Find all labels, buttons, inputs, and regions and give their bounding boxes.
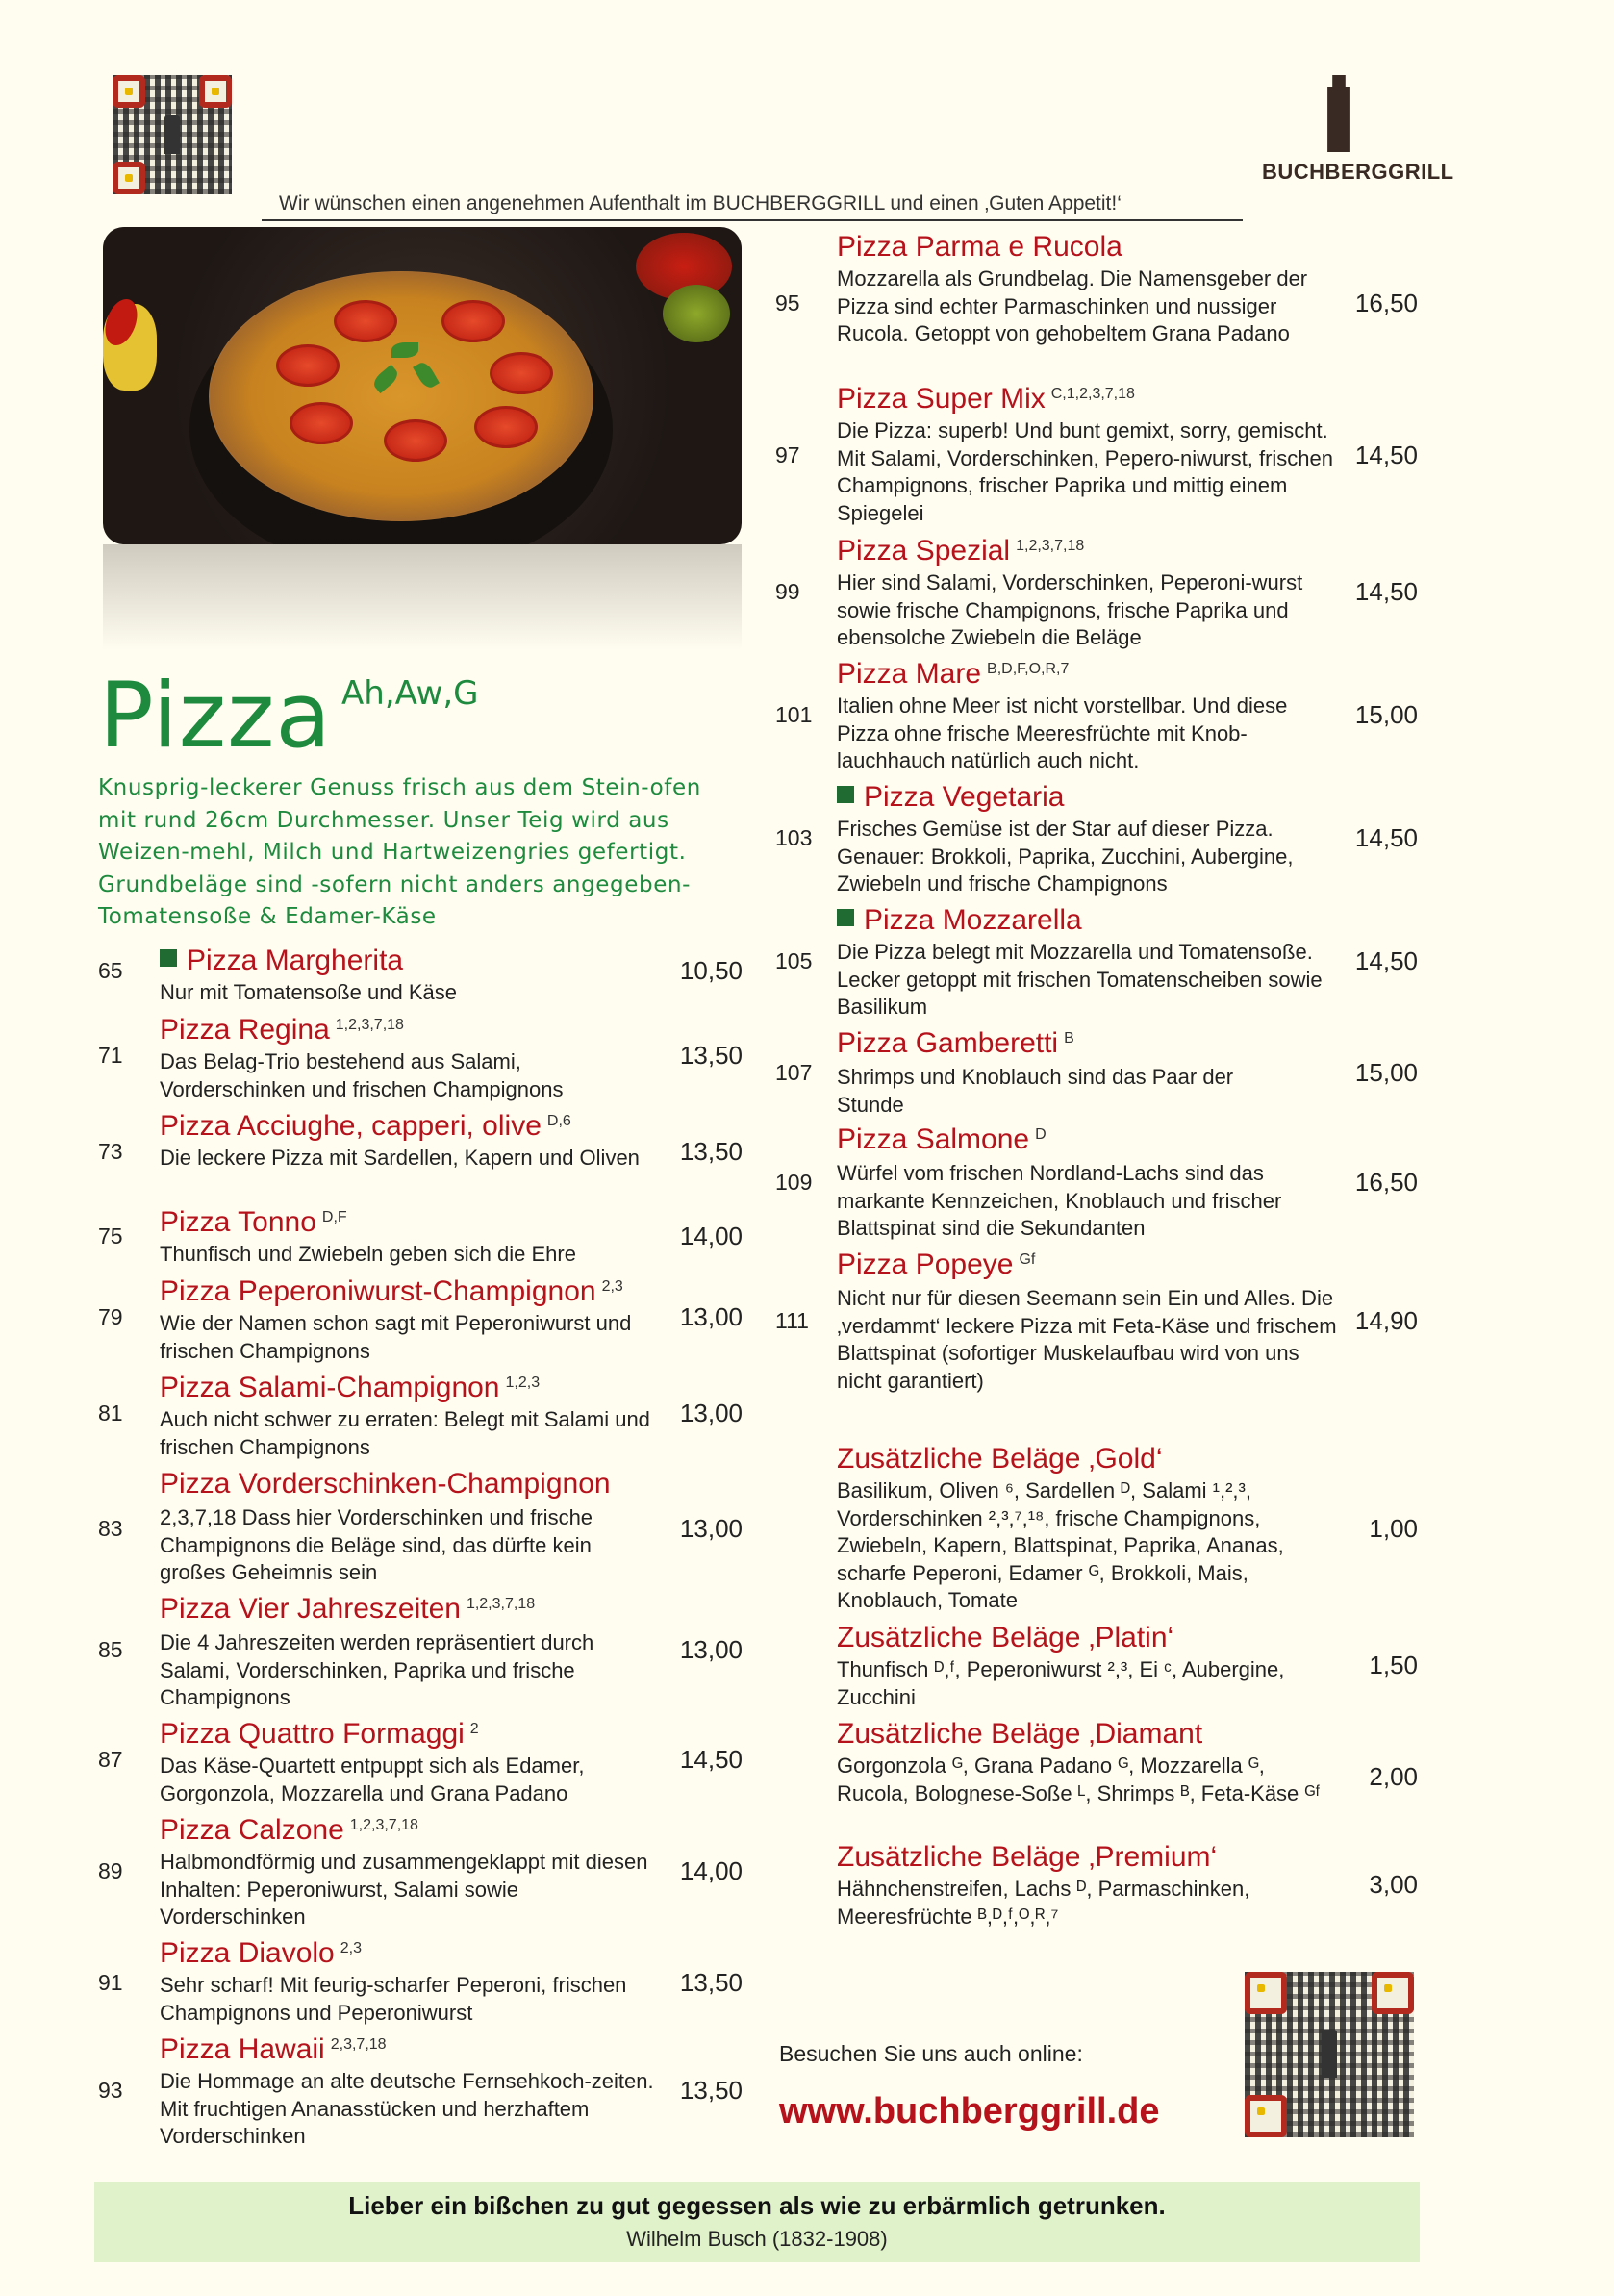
item-name: Pizza Calzone $^{1,2,3,7,18}$ <box>160 1814 418 1846</box>
item-name: Pizza Margherita <box>160 945 403 977</box>
section-intro: Knusprig-leckerer Genuss frisch aus dem Stein-ofen mit rund 26cm Durchmesser. Unser Teig wird aus Weizen-mehl, Milch und Hartweizengries gefertigt. Grundbeläge sind -sofern nicht anders angegeben- Tomatensoße & Edamer-Käse <box>98 775 701 929</box>
qr-corner-icon <box>1245 2095 1287 2137</box>
item-description: Thunfisch und Zwiebeln geben sich die Ehre <box>160 1242 576 1266</box>
item-number: 109 <box>775 1170 813 1195</box>
item-name: Pizza Peperoniwurst-Champignon $^{2,3}$ <box>160 1275 623 1307</box>
item-allergens: B,D,F,O,R,7 <box>987 661 1070 677</box>
item-description: Nur mit Tomatensoße und Käse <box>160 980 457 1004</box>
qr-code-top[interactable] <box>113 75 232 194</box>
item-number: 65 <box>98 958 123 983</box>
item-name: Pizza Super Mix $^{C,1,2,3,7,18}$ <box>837 383 1135 415</box>
item-number: 105 <box>775 948 813 973</box>
item-description: Frisches Gemüse ist der Star auf dieser Pizza. Genauer: Brokkoli, Paprika, Zucchini, Aubergine, Zwiebeln und frische Champignons <box>837 817 1294 896</box>
tower-icon <box>164 115 180 154</box>
item-allergens: D,F <box>321 1209 347 1225</box>
logo-text: BUCHBERGGRILL <box>1262 160 1454 184</box>
topping-description: Basilikum, Oliven ⁶, Sardellen ᴰ, Salami ¹,²,³, Vorderschinken ²,³,⁷,¹⁸, frische Champignons, Zwiebeln, Kapern, Blattspinat, Paprika, Ananas, scharfe Peperoni, Edamer ᴳ, Brokkoli, Mais, Knoblauch, Tomate <box>837 1478 1284 1612</box>
item-description: Mozzarella als Grundbelag. Die Namensgeber der Pizza sind echter Parmaschinken und nussiger Rucola. Getoppt von gehobeltem Grana Padano <box>837 266 1308 345</box>
qr-corner-icon <box>113 75 145 108</box>
topping-name: Zusätzliche Beläge ‚Premium‘ <box>837 1841 1218 1873</box>
qr-code-bottom[interactable] <box>1245 1972 1414 2137</box>
item-number: 97 <box>775 442 800 467</box>
item-price: 14,50 <box>1354 577 1418 606</box>
item-name: Pizza Acciughe, capperi, olive $^{D,6}$ <box>160 1110 571 1142</box>
item-number: 71 <box>98 1043 123 1068</box>
topping-description: Hähnchenstreifen, Lachs ᴰ, Parmaschinken, Meeresfrüchte ᴮ,ᴰ,ᶠ,ᴼ,ᴿ,⁷ <box>837 1877 1250 1929</box>
item-price: 13,50 <box>679 1137 743 1166</box>
footer-quote: Lieber ein bißchen zu gut gegessen als wie zu erbärmlich getrunken. <box>348 2191 1166 2220</box>
olive-bowl-icon <box>663 285 730 342</box>
item-description: 2,3,7,18 Dass hier Vorderschinken und frische Champignons die Beläge sind, das dürfte kein großes Geheimnis sein <box>160 1505 593 1584</box>
pizza-icon <box>209 271 593 521</box>
item-description: Das Käse-Quartett entpuppt sich als Edamer, Gorgonzola, Mozzarella und Grana Padano <box>160 1754 585 1805</box>
item-allergens: 2,3 <box>340 1940 362 1956</box>
tomato-icon <box>276 344 340 387</box>
tomato-icon <box>290 402 353 444</box>
item-number: 89 <box>98 1858 123 1883</box>
vegetarian-icon <box>837 909 854 926</box>
item-number: 75 <box>98 1224 123 1249</box>
item-name: Pizza Spezial $^{1,2,3,7,18}$ <box>837 535 1085 567</box>
item-number: 79 <box>98 1304 123 1329</box>
header-greeting <box>262 192 1243 221</box>
item-price: 14,00 <box>679 1222 743 1250</box>
item-price: 13,00 <box>679 1302 743 1331</box>
vegetarian-icon <box>160 949 177 967</box>
item-price: 15,00 <box>1354 700 1418 729</box>
item-price: 13,00 <box>679 1514 743 1543</box>
topping-name: Zusätzliche Beläge ‚Diamant <box>837 1718 1203 1750</box>
item-allergens: 1,2,3,7,18 <box>1016 538 1085 554</box>
item-name: Pizza Vier Jahreszeiten $^{1,2,3,7,18}$ <box>160 1593 536 1625</box>
item-description: Die leckere Pizza mit Sardellen, Kapern und Oliven <box>160 1146 640 1170</box>
item-name: Pizza Quattro Formaggi $^2$ <box>160 1718 479 1750</box>
item-description: Wie der Namen schon sagt mit Peperoniwurst und frischen Champignons <box>160 1311 632 1363</box>
topping-name: Zusätzliche Beläge ‚Platin‘ <box>837 1622 1174 1653</box>
item-name: Pizza Vegetaria <box>837 781 1064 814</box>
item-number: 107 <box>775 1060 813 1085</box>
footer-quote-box <box>94 2182 1420 2262</box>
item-number: 81 <box>98 1400 123 1426</box>
item-number: 101 <box>775 702 813 727</box>
item-number: 87 <box>98 1747 123 1772</box>
item-description: Hier sind Salami, Vorderschinken, Peperoni-wurst sowie frische Champignons, frische Paprika und ebensolche Zwiebeln die Beläge <box>837 570 1303 649</box>
section-title <box>99 664 479 769</box>
item-allergens: C,1,2,3,7,18 <box>1050 386 1135 402</box>
item-description: Italien ohne Meer ist nicht vorstellbar. Und diese Pizza ohne frische Meeresfrüchte mit Knob-lauchhauch natürlich auch nicht. <box>837 694 1288 772</box>
qr-corner-icon <box>1245 1972 1287 2014</box>
item-allergens: Gf <box>1019 1251 1036 1268</box>
item-allergens: 1,2,3 <box>505 1375 541 1391</box>
website-link[interactable]: www.buchberggrill.de <box>779 2091 1160 2132</box>
topping-description: Gorgonzola ᴳ, Grana Padano ᴳ, Mozzarella ᴳ, Rucola, Bolognese-Soße ᴸ, Shrimps ᴮ, Feta-Käse ᴳᶠ <box>837 1754 1321 1805</box>
topping-price: 2,00 <box>1369 1762 1418 1791</box>
item-price: 13,00 <box>679 1399 743 1427</box>
item-name: Pizza Regina $^{1,2,3,7,18}$ <box>160 1014 404 1046</box>
item-price: 14,50 <box>679 1745 743 1774</box>
item-name: Pizza Mare $^{B,D,F,O,R,7}$ <box>837 658 1070 690</box>
item-name: Pizza Mozzarella <box>837 904 1082 937</box>
item-name: Pizza Vorderschinken-Champignon <box>160 1468 611 1500</box>
item-number: 99 <box>775 579 800 604</box>
item-allergens: D,6 <box>546 1113 571 1129</box>
item-name: Pizza Diavolo $^{2,3}$ <box>160 1937 362 1969</box>
item-allergens: 1,2,3,7,18 <box>335 1017 404 1033</box>
item-name: Pizza Popeye $^{Gf}$ <box>837 1249 1036 1280</box>
topping-price: 1,50 <box>1369 1651 1418 1679</box>
item-name: Pizza Hawaii $^{2,3,7,18}$ <box>160 2033 387 2065</box>
item-allergens: 2,3 <box>601 1278 623 1295</box>
item-allergens: 1,2,3,7,18 <box>349 1817 418 1833</box>
item-number: 93 <box>98 2078 123 2103</box>
item-allergens: 2,3,7,18 <box>330 2036 387 2053</box>
item-description: Die Hommage an alte deutsche Fernsehkoch-zeiten. Mit fruchtigen Ananasstücken und herzhaftem Vorderschinken <box>160 2069 654 2148</box>
item-price: 14,50 <box>1354 946 1418 975</box>
item-number: 83 <box>98 1516 123 1541</box>
topping-name: Zusätzliche Beläge ‚Gold‘ <box>837 1443 1163 1475</box>
item-description: Würfel vom frischen Nordland-Lachs sind das markante Kennzeichen, Knoblauch und frischer Blattspinat sind die Sekundanten <box>837 1161 1282 1240</box>
item-price: 16,50 <box>1354 289 1418 317</box>
item-number: 111 <box>775 1308 809 1333</box>
item-price: 14,90 <box>1354 1306 1418 1335</box>
item-allergens: 2 <box>469 1721 479 1737</box>
topping-price: 3,00 <box>1369 1870 1418 1899</box>
section-allergens: Ah,Aw,G <box>341 674 479 713</box>
item-name: Pizza Gamberetti $^B$ <box>837 1027 1074 1059</box>
item-description: Sehr scharf! Mit feurig-scharfer Peperoni, frischen Champignons und Peperoniwurst <box>160 1973 627 2025</box>
item-name: Pizza Parma e Rucola <box>837 231 1122 263</box>
item-price: 14,50 <box>1354 823 1418 852</box>
item-description: Halbmondförmig und zusammengeklappt mit diesen Inhalten: Peperoniwurst, Salami sowie Vorderschinken <box>160 1850 648 1929</box>
tomato-icon <box>334 300 397 342</box>
item-allergens: D <box>1035 1126 1047 1143</box>
item-price: 13,00 <box>679 1635 743 1664</box>
item-price: 16,50 <box>1354 1168 1418 1197</box>
item-description: Shrimps und Knoblauch sind das Paar der Stunde <box>837 1065 1234 1117</box>
item-description: Auch nicht schwer zu erraten: Belegt mit Salami und frischen Champignons <box>160 1407 650 1459</box>
pizza-photo <box>103 227 742 544</box>
item-name: Pizza Salmone $^D$ <box>837 1123 1047 1155</box>
qr-corner-icon <box>199 75 232 108</box>
item-price: 10,50 <box>679 956 743 985</box>
topping-description: Thunfisch ᴰ,ᶠ, Peperoniwurst ²,³, Ei ᶜ, Aubergine, Zucchini <box>837 1657 1285 1709</box>
vegetarian-icon <box>837 786 854 803</box>
tower-icon <box>1323 75 1355 152</box>
item-number: 91 <box>98 1970 123 1995</box>
basil-icon <box>391 342 418 358</box>
section-title-text: Pizza <box>99 664 333 769</box>
item-description: Die Pizza: superb! Und bunt gemixt, sorry, gemischt. Mit Salami, Vorderschinken, Pepero-niwurst, frischen Champignons, frischer Paprika und mittig einem Spiegelei <box>837 418 1333 525</box>
tomato-icon <box>441 300 505 342</box>
item-price: 14,50 <box>1354 441 1418 469</box>
item-description: Das Belag-Trio bestehend aus Salami, Vorderschinken und frischen Champignons <box>160 1049 564 1101</box>
footer-author: Wilhelm Busch (1832-1908) <box>626 2227 888 2251</box>
item-price: 13,50 <box>679 2076 743 2105</box>
item-name: Pizza Salami-Champignon $^{1,2,3}$ <box>160 1372 541 1403</box>
item-price: 15,00 <box>1354 1058 1418 1087</box>
item-price: 13,50 <box>679 1041 743 1070</box>
logo <box>1262 75 1454 190</box>
online-label: Besuchen Sie uns auch online: <box>779 2041 1083 2066</box>
item-number: 85 <box>98 1637 123 1662</box>
item-allergens: 1,2,3,7,18 <box>466 1596 536 1612</box>
tomato-icon <box>384 419 447 462</box>
item-price: 14,00 <box>679 1856 743 1885</box>
item-number: 103 <box>775 825 813 850</box>
item-description: Die 4 Jahreszeiten werden repräsentiert durch Salami, Vorderschinken, Paprika und frische Champignons <box>160 1630 594 1709</box>
item-name: Pizza Tonno $^{D,F}$ <box>160 1206 347 1238</box>
tomato-icon <box>474 406 538 448</box>
item-price: 13,50 <box>679 1968 743 1997</box>
item-number: 95 <box>775 290 800 315</box>
photo-reflection <box>103 544 742 650</box>
topping-price: 1,00 <box>1369 1514 1418 1543</box>
item-description: Nicht nur für diesen Seemann sein Ein und Alles. Die ‚verdammt‘ leckere Pizza mit Feta-Käse und frischem Blattspinat (sofortiger Muskelaufbau wird von uns nicht garantiert) <box>837 1286 1337 1393</box>
item-description: Die Pizza belegt mit Mozzarella und Tomatensoße. Lecker getoppt mit frischen Tomatenscheiben sowie Basilikum <box>837 940 1323 1019</box>
item-allergens: B <box>1064 1030 1074 1047</box>
item-number: 73 <box>98 1139 123 1164</box>
greeting-text: Wir wünschen einen angenehmen Aufenthalt im BUCHBERGGRILL und einen ‚Guten Appetit!‘ <box>279 192 1122 214</box>
tower-icon <box>1322 2030 1337 2078</box>
qr-corner-icon <box>113 162 145 194</box>
qr-corner-icon <box>1372 1972 1414 2014</box>
tomato-icon <box>490 352 553 394</box>
